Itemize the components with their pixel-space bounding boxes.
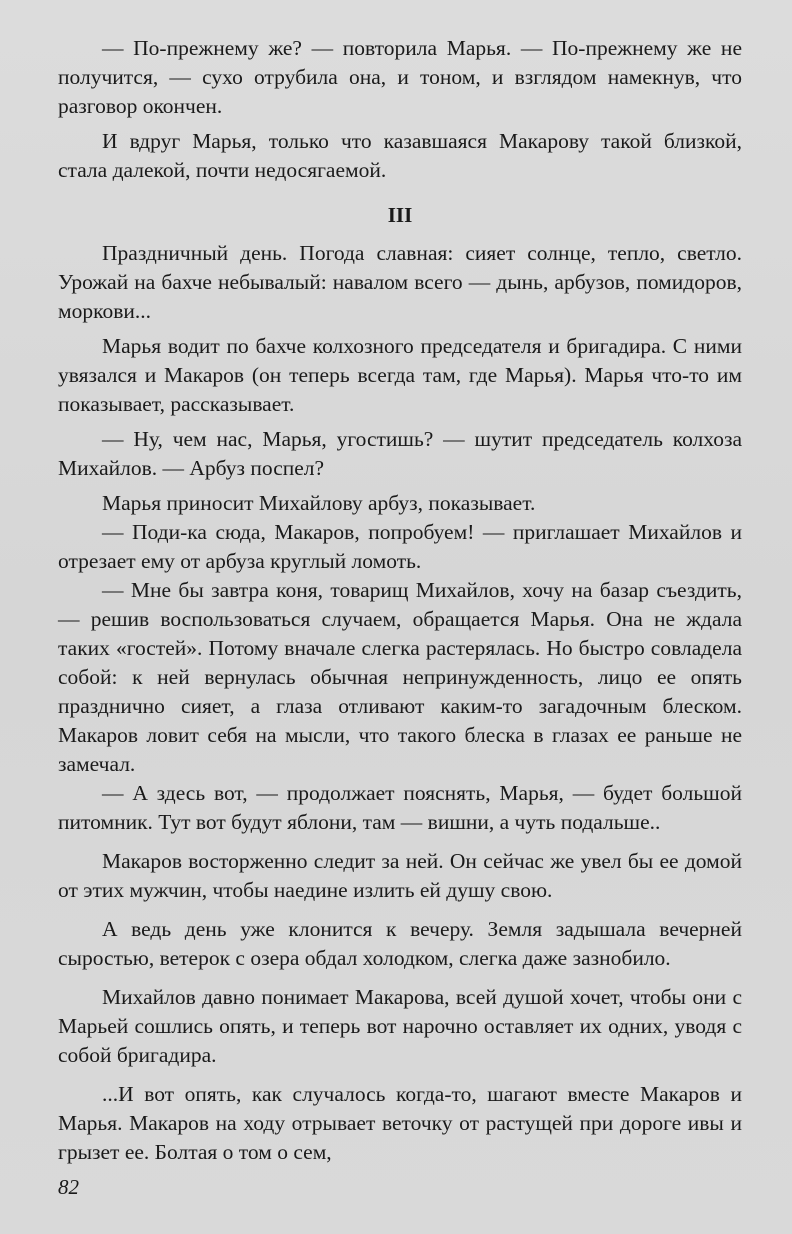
paragraph: И вдруг Марья, только что казавшаяся Макарову такой близкой, стала далекой, почти недосягаемой. <box>58 129 742 182</box>
paragraph: Марья водит по бахче колхозного председателя и бригадира. С ними увязался и Макаров (он теперь всегда там, где Марья). Марья что-то им показывает, рассказывает. <box>58 334 742 416</box>
paragraph: — Мне бы завтра коня, товарищ Михайлов, хочу на базар съездить, — решив воспользоваться случаем, обращается Марья. Она не ждала таких «гостей». Потому вначале слегка растерялась. Но быстро совладела собой: к ней вернулась обычная непринужденность, лицо ее опять празднично сияет, а глаза отливают каким-то загадочным блеском. Макаров ловит себя на мысли, что такого блеска в глазах ее раньше не замечал. <box>58 578 742 776</box>
paragraph: — По-прежнему же? — повторила Марья. — По-прежнему же не получится, — сухо отрубила она, и тоном, и взглядом намекнув, что разговор окончен. <box>58 36 742 118</box>
page-body <box>58 34 742 1167</box>
paragraph: Праздничный день. Погода славная: сияет солнце, тепло, светло. Урожай на бахче небывалый: навалом всего — дынь, арбузов, помидоров, моркови... <box>58 241 742 323</box>
paragraph: Макаров восторженно следит за ней. Он сейчас же увел бы ее домой от этих мужчин, чтобы наедине излить ей душу свою. <box>58 849 742 902</box>
paragraph: — А здесь вот, — продолжает пояснять, Марья, — будет большой питомник. Тут вот будут яблони, там — вишни, а чуть подальше.. <box>58 781 742 834</box>
page-number: 82 <box>58 1175 79 1199</box>
paragraph: А ведь день уже клонится к вечеру. Земля задышала вечерней сыростью, ветерок с озера обдал холодком, слегка даже зазнобило. <box>58 917 742 970</box>
paragraph: Михайлов давно понимает Макарова, всей душой хочет, чтобы они с Марьей сошлись опять, и теперь вот нарочно оставляет их одних, уводя с собой бригадира. <box>58 985 742 1067</box>
chapter-heading: III <box>387 203 413 227</box>
paragraph: Марья приносит Михайлову арбуз, показывает. <box>102 491 536 515</box>
paragraph: — Ну, чем нас, Марья, угостишь? — шутит председатель колхоза Михайлов. — Арбуз поспел? <box>58 427 742 480</box>
paragraph: ...И вот опять, как случалось когда-то, шагают вместе Макаров и Марья. Макаров на ходу отрывает веточку от растущей при дороге ивы и грызет ее. Болтая о том о сем, <box>58 1082 742 1164</box>
paragraph: — Поди-ка сюда, Макаров, попробуем! — приглашает Михайлов и отрезает ему от арбуза круглый ломоть. <box>58 520 742 573</box>
